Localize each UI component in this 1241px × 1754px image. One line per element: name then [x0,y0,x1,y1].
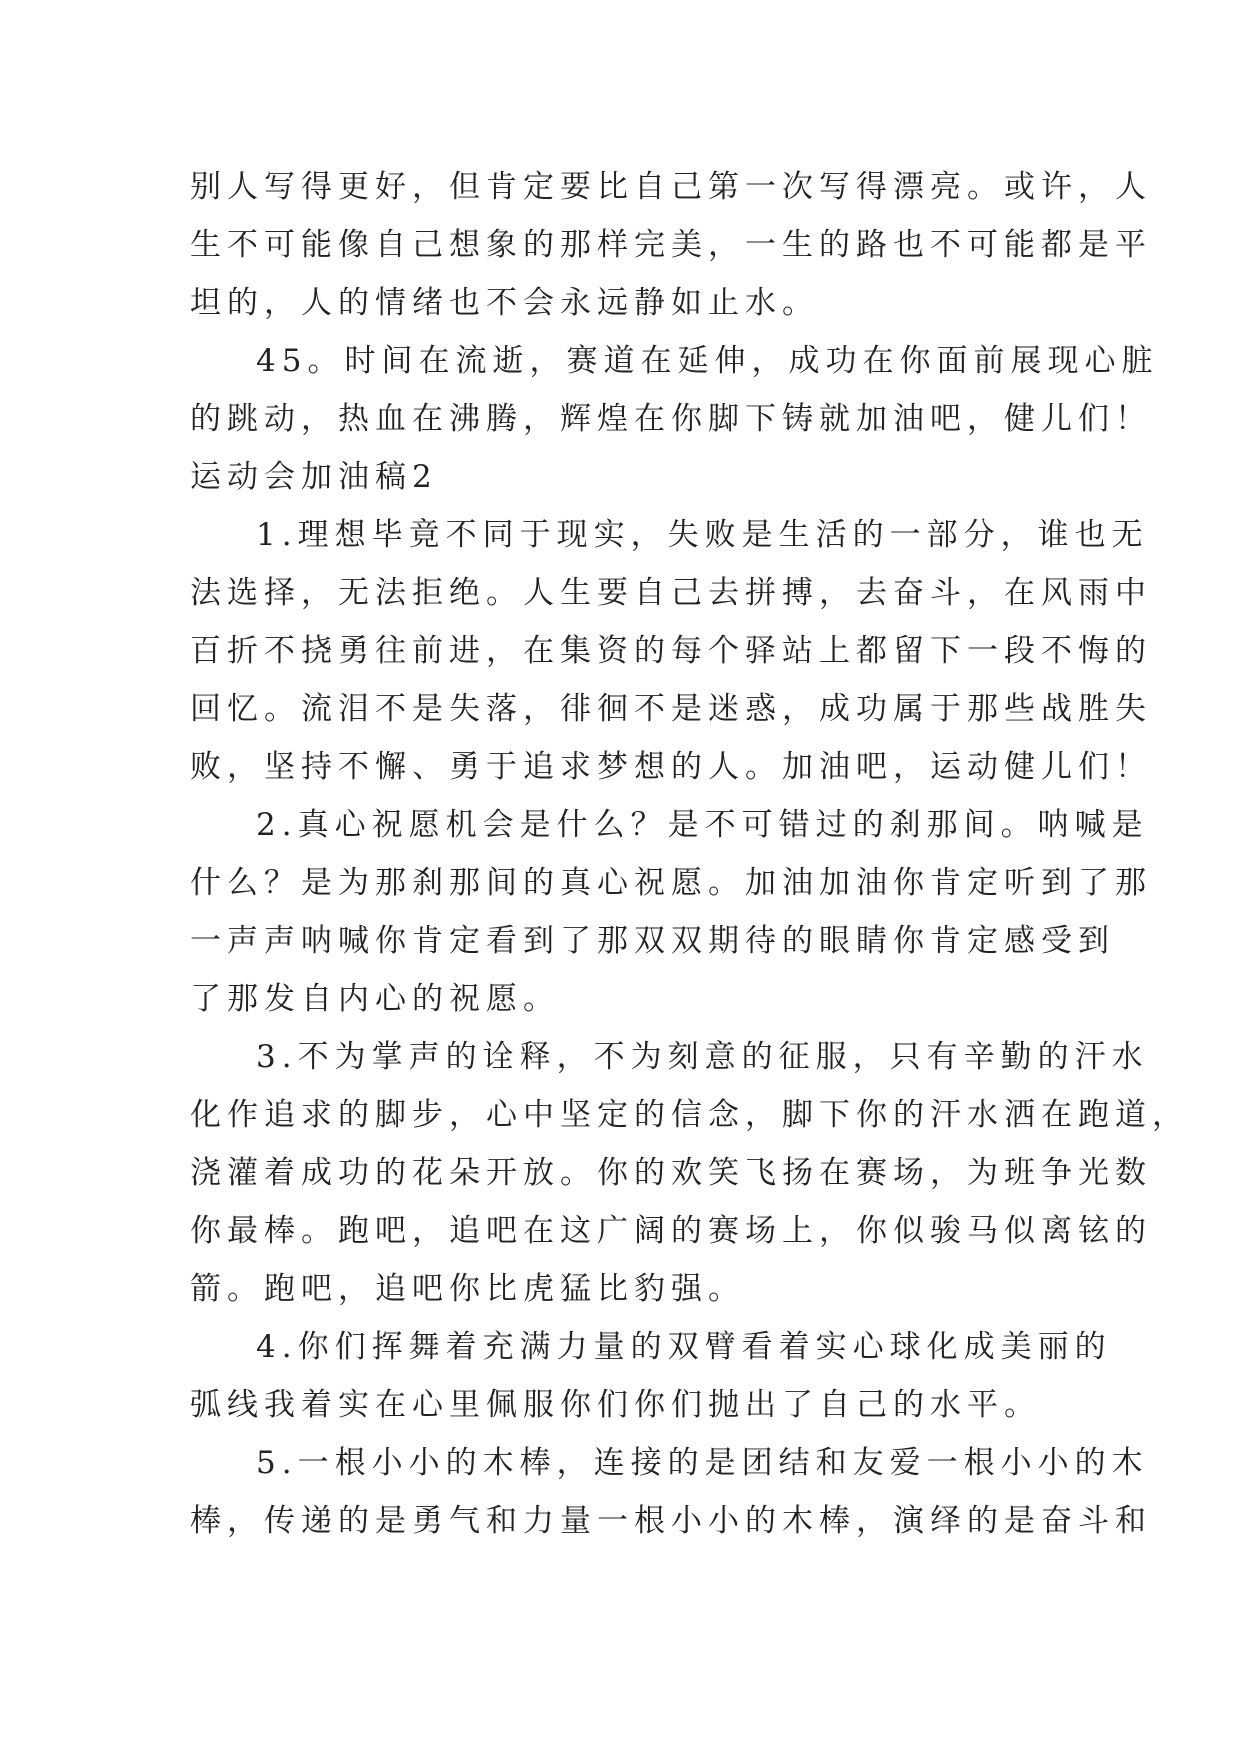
document-body [190,158,1189,1550]
text-line-4: 45。时间在流逝，赛道在延伸，成功在你面前展现心脏 [256,343,1159,379]
text-line-14: 一声声呐喊你肯定看到了那双双期待的眼睛你肯定感受到 [190,923,1115,959]
text-line-5: 的跳动，热血在沸腾，辉煌在你脚下铸就加油吧，健儿们！ [190,401,1152,437]
section-title: 运动会加油稿2 [190,459,438,495]
text-line-24: 棒，传递的是勇气和力量一根小小的木棒，演绎的是奋斗和 [190,1503,1152,1539]
text-line-2: 生不可能像自己想象的那样完美，一生的路也不可能都是平 [190,227,1152,263]
text-line-7: 1.理想毕竟不同于现实，失败是生活的一部分，谁也无 [256,517,1149,553]
text-line-21: 4.你们挥舞着充满力量的双臂看着实心球化成美丽的 [256,1329,1112,1365]
text-line-16: 3.不为掌声的诠释，不为刻意的征服，只有辛勤的汗水 [256,1039,1149,1075]
text-line-12: 2.真心祝愿机会是什么？是不可错过的刹那间。呐喊是 [256,807,1149,843]
text-line-8: 法选择，无法拒绝。人生要自己去拼搏，去奋斗，在风雨中 [190,575,1152,611]
text-line-9: 百折不挠勇往前进，在集资的每个驿站上都留下一段不悔的 [190,633,1152,669]
text-line-15: 了那发自内心的祝愿。 [190,981,560,1017]
text-line-11: 败，坚持不懈、勇于追求梦想的人。加油吧，运动健儿们！ [190,749,1152,785]
text-line-3: 坦的，人的情绪也不会永远静如止水。 [190,285,819,321]
text-line-19: 你最棒。跑吧，追吧在这广阔的赛场上，你似骏马似离铉的 [190,1213,1152,1249]
text-line-22: 弧线我着实在心里佩服你们你们抛出了自己的水平。 [190,1387,1041,1423]
text-line-1: 别人写得更好，但肯定要比自己第一次写得漂亮。或许，人 [190,169,1152,205]
text-line-23: 5.一根小小的木棒，连接的是团结和友爱一根小小的木 [256,1445,1149,1481]
text-line-20: 箭。跑吧，追吧你比虎猛比豹强。 [190,1271,745,1307]
text-line-10: 回忆。流泪不是失落，徘徊不是迷惑，成功属于那些战胜失 [190,691,1152,727]
text-line-17: 化作追求的脚步，心中坚定的信念，脚下你的汗水洒在跑道， [190,1097,1189,1133]
text-line-13: 什么？是为那刹那间的真心祝愿。加油加油你肯定听到了那 [190,865,1152,901]
text-line-18: 浇灌着成功的花朵开放。你的欢笑飞扬在赛场，为班争光数 [190,1155,1152,1191]
